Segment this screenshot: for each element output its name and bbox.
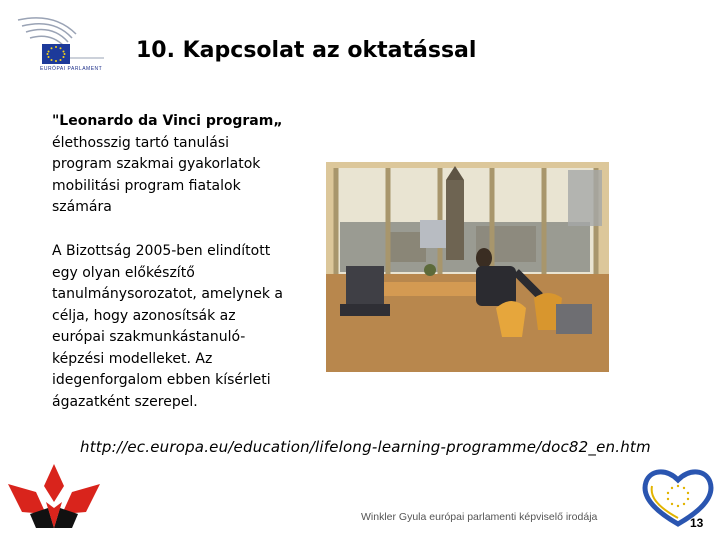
- paragraph-line: A Bizottság 2005-ben elindított: [52, 243, 271, 259]
- eu-heart-logo-icon: [640, 464, 716, 530]
- paragraph-line: élethosszig tartó tanulási: [52, 134, 230, 151]
- footer-text: Winkler Gyula európai parlamenti képviselő irodája: [361, 511, 598, 523]
- paragraph-line: "Leonardo da Vinci program„: [52, 113, 283, 129]
- european-parliament-caption: EURÓPAI PARLAMENT: [40, 66, 103, 72]
- office-london-photo-icon: [326, 162, 609, 372]
- paragraph-commission: [52, 241, 304, 413]
- paragraph-line: egy olyan előkészítő: [52, 264, 195, 281]
- paragraph-line: mobilitási program fiatalok: [52, 177, 241, 194]
- paragraph-line: ágazatként szerepel.: [52, 393, 198, 410]
- paragraph-line: tanulmánysorozatot, amelynek a: [52, 286, 283, 302]
- paragraph-line: képzési modelleket. Az: [52, 350, 213, 367]
- red-flower-logo-icon: [6, 462, 102, 532]
- paragraph-line: program szakmai gyakorlatok: [52, 156, 261, 172]
- paragraph-line: európai szakmunkástanuló-: [52, 329, 246, 345]
- paragraph-line: idegenforgalom ebben kísérleti: [52, 372, 271, 388]
- program-url: http://ec.europa.eu/education/lifelong-learning-programme/doc82_en.htm: [80, 438, 651, 456]
- paragraph-line: számára: [52, 199, 112, 215]
- paragraph-leonardo: [52, 111, 304, 219]
- slide-title: 10. Kapcsolat az oktatással: [136, 38, 477, 63]
- paragraph-line: célja, hogy azonosítsák az: [52, 307, 236, 324]
- page-number: 13: [690, 516, 704, 530]
